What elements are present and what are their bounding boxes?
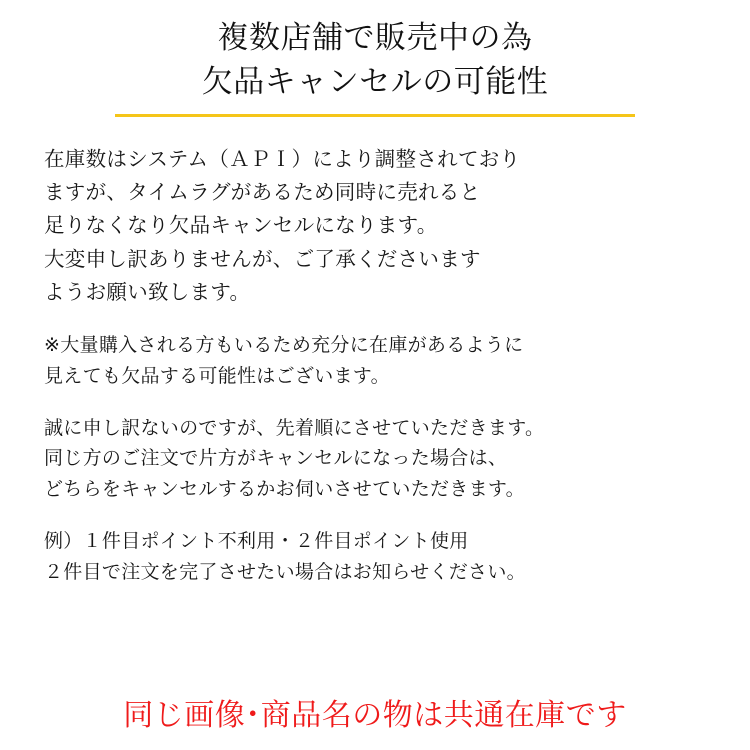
paragraph-line: 足りなくなり欠品キャンセルになります。 bbox=[44, 213, 438, 238]
paragraph-line: 在庫数はシステム（ＡＰＩ）により調整されており bbox=[44, 147, 521, 172]
heading-underline bbox=[115, 114, 635, 117]
paragraph-line: ２件目で注文を完了させたい場合はお知らせください。 bbox=[44, 560, 526, 583]
notice-heading bbox=[0, 0, 750, 117]
paragraph-line: ようお願い致します。 bbox=[44, 279, 251, 304]
paragraph-line: ※大量購入される方もいるため充分に在庫があるように bbox=[44, 334, 524, 357]
heading-line-2: 欠品キャンセルの可能性 bbox=[201, 64, 549, 101]
shared-stock-footer-text: 同じ画像･商品名の物は共通在庫です bbox=[123, 697, 627, 733]
paragraph-bulk-purchase-note bbox=[44, 330, 706, 392]
paragraph-example-note bbox=[44, 526, 706, 588]
paragraph-line: 見えても欠品する可能性はございます。 bbox=[44, 364, 390, 387]
paragraph-line: 誠に申し訳ないのですが、先着順にさせていただきます。 bbox=[44, 416, 545, 439]
paragraph-line: 例）１件目ポイント不利用・２件目ポイント使用 bbox=[44, 529, 469, 552]
notice-body bbox=[0, 143, 750, 587]
paragraph-line: 同じ方のご注文で片方がキャンセルになった場合は、 bbox=[44, 447, 508, 470]
paragraph-line: どちらをキャンセルするかお伺いさせていただきます。 bbox=[44, 478, 525, 501]
paragraph-stock-api-note bbox=[44, 143, 706, 309]
paragraph-first-come-note bbox=[44, 413, 706, 505]
shared-stock-footer bbox=[0, 697, 750, 735]
paragraph-line: 大変申し訳ありませんが、ご了承くださいます bbox=[44, 246, 481, 271]
heading-line-1: 複数店舗で販売中の為 bbox=[217, 20, 533, 56]
paragraph-line: ますが、タイムラグがあるため同時に売れると bbox=[44, 180, 481, 205]
